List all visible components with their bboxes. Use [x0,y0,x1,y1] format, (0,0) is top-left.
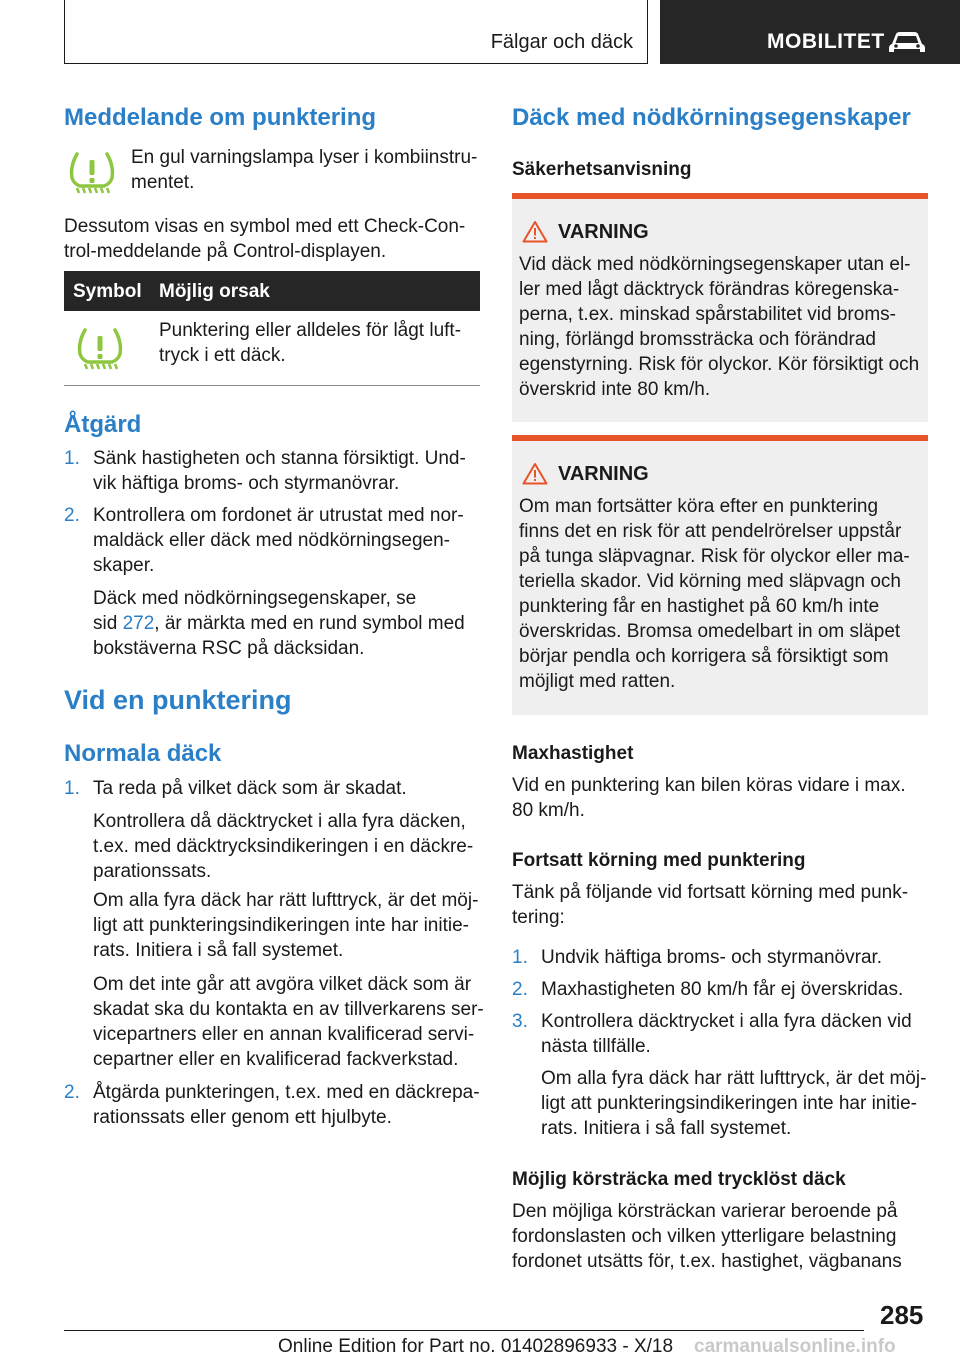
symbol-table-header [64,271,480,311]
range-text: Den möjliga körsträckan varierar beroende på fordonslasten och vilken ytterligare belastning fordonet utsätts för, t.ex. hastighet, vägbanans [512,1201,902,1272]
normal-step-2-number: 2. [64,1082,80,1103]
continue-step-3-note: Om alla fyra däck har rätt lufttryck, är det möj- ligt att punkteringsindikeringen inte har initie- rats. Initiera i så fall systemet. [541,1068,927,1139]
action-step-2-number: 2. [64,505,80,526]
normal-step-2: Åtgärda punkteringen, t.ex. med en däckrepa- rationssats eller genom ett hjulbyte. [93,1082,480,1128]
normal-step-1-para-2: Om alla fyra däck har rätt lufttryck, är det möj- ligt att punkteringsindikeringen inte har initie- rats. Initiera i så fall systemet. [93,890,479,961]
continue-step-1: Undvik häftiga broms- och styrmanövrar. [541,947,883,968]
header-section-box [64,0,648,64]
normal-step-1: Ta reda på vilket däck som är skadat. [93,778,407,799]
warning-bar [512,435,928,441]
header-chapter-tab[interactable] [660,0,960,64]
car-icon [887,28,927,56]
warning-1-title: VARNING [558,221,649,243]
edition-text: Online Edition for Part no. 01402896933 - X/18 [278,1336,674,1357]
safety-heading: Säkerhetsanvisning [512,159,692,180]
header-section-title: Fälgar och däck [490,31,633,53]
page-link-272[interactable]: 272 [122,613,155,634]
warning-triangle-icon [522,462,548,485]
warning-2-text: Om man fortsätter köra efter en punktering finns det en risk för att pendelrörelser uppstår på tunga släpvagnar. Risk för olyckor eller ma- teriella skador. Vid körning med släpvagn och punktering får en hastighet på 60 km/h inte överskridas. Bromsa omedelbart in om släpet börjar pendla och korrigera så försiktigt som möjligt med ratten. [519,496,910,692]
action-step-2: Kontrollera om fordonet är utrustat med nor- maldäck eller däck med nödkörningsegen- skaper. [93,505,464,576]
action-heading: Åtgärd [64,411,142,438]
warning-2-title: VARNING [558,463,649,485]
action-step-1: Sänk hastigheten och stanna försiktigt. Und- vik häftiga broms- och styrmanövrar. [93,448,466,494]
range-heading: Möjlig körsträcka med trycklöst däck [512,1169,846,1190]
watermark: carmanualsonline.info [694,1336,896,1357]
normal-step-1-para-1: Kontrollera då däcktrycket i alla fyra däcken, t.ex. med däcktrycksindikeringen i en däckre- parationssats. [93,811,474,882]
action-step-1-number: 1. [64,448,80,469]
normal-step-1-para-3: Om det inte går att avgöra vilket däck som är skadat ska du kontakta en av tillverkarens ser- vicepartners eller en annan kvalificerad servi- cepartner eller en kvalificerad fackverkstad. [93,974,484,1070]
warning-box-2 [512,435,928,715]
continue-step-3-number: 3. [512,1011,528,1032]
max-speed-heading: Maxhastighet [512,743,634,764]
tire-pressure-warning-icon [75,326,125,372]
col-symbol: Symbol [73,281,142,302]
continue-driving-heading: Fortsatt körning med punktering [512,850,806,871]
continue-driving-text: Tänk på följande vid fortsatt körning med punk- tering: [512,882,909,928]
col-cause: Möjlig orsak [159,281,270,302]
warning-box-1 [512,193,928,422]
table-row-cause: Punktering eller alldeles för lågt luft- tryck i ett däck. [159,320,462,366]
notice-text: En gul varningslampa lyser i kombiinstru- mentet. [131,147,478,193]
normal-tires-heading: Normala däck [64,740,222,767]
header-chapter-label: MOBILITET [767,30,885,53]
warning-triangle-icon [522,220,548,243]
flat-tire-heading: Vid en punktering [64,685,292,715]
run-flat-heading: Däck med nödkörningsegenskaper [512,104,911,131]
action-note: Däck med nödkörningsegenskaper, se sid 272, är märkta med en rund symbol med bokstäverna RSC på däcksidan. [93,588,465,659]
continue-step-1-number: 1. [512,947,528,968]
max-speed-text: Vid en punktering kan bilen köras vidare i max. 80 km/h. [512,775,906,821]
page-number: 285 [880,1300,924,1330]
notice-intro: Dessutom visas en symbol med ett Check-Con- trol-meddelande på Control-displayen. [64,216,466,262]
normal-step-1-number: 1. [64,778,80,799]
footer-rule [64,1330,864,1331]
continue-step-2: Maxhastigheten 80 km/h får ej överskridas. [541,979,904,1000]
table-divider [64,385,480,386]
continue-step-2-number: 2. [512,979,528,1000]
warning-bar [512,193,928,199]
warning-1-text: Vid däck med nödkörningsegenskaper utan el- ler med lågt däcktryck förändras köregenska- perna, t.ex. minskad spårstabilitet vid broms- ning, förlängd bromssträcka och förändrad egenstyrning. Risk för olyckor. Kör försiktigt och överskrid inte 80 km/h. [519,254,920,400]
tire-pressure-warning-icon [67,150,117,196]
notice-heading: Meddelande om punktering [64,104,377,131]
continue-step-3: Kontrollera däcktrycket i alla fyra däcken vid nästa tillfälle. [541,1011,912,1057]
